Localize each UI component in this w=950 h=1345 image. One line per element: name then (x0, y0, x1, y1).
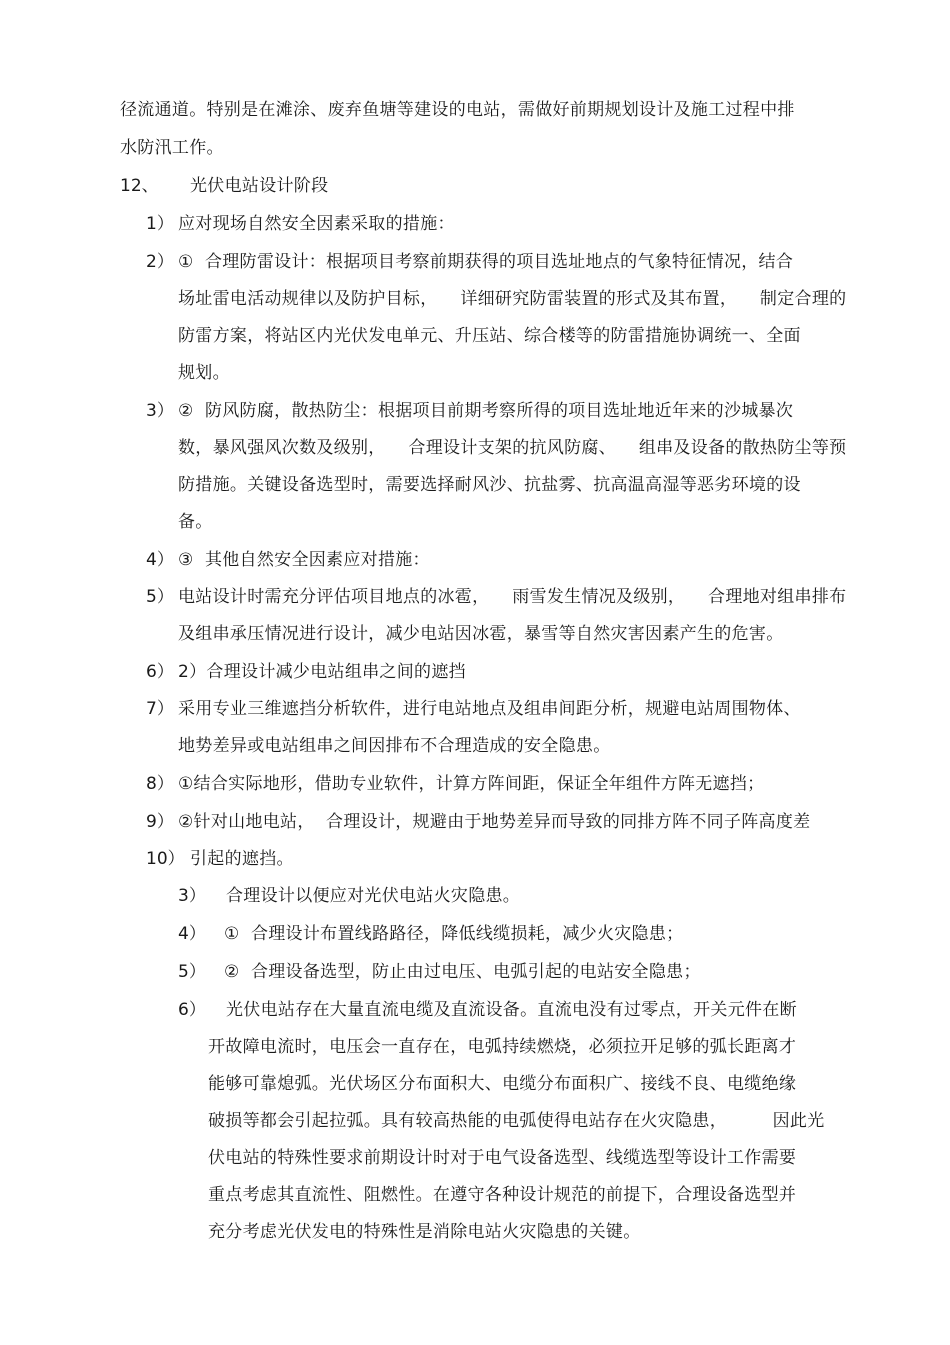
sub-item-line: 充分考虑光伏发电的特殊性是消除电站火灾隐患的关键。 (208, 1222, 641, 1242)
list-item-number: 5） (146, 587, 174, 607)
list-item-number: 7） (146, 699, 174, 719)
list-item-line: 防雷方案，将站区内光伏发电单元、升压站、综合楼等的防雷措施协调统一、全面 (178, 326, 801, 346)
intro-line-2: 水防汛工作。 (120, 138, 224, 158)
list-item-line: ① 合理防雷设计：根据项目考察前期获得的项目选址地点的气象特征情况，结合 (178, 252, 794, 272)
sub-item-line: 光伏电站存在大量直流电缆及直流设备。直流电没有过零点，开关元件在断 (226, 1000, 797, 1020)
list-item-number: 4） (146, 550, 174, 570)
sub-item-line: 合理设计以便应对光伏电站火灾隐患。 (226, 886, 521, 906)
list-item-line: 及组串承压情况进行设计，减少电站因冰雹，暴雪等自然灾害因素产生的危害。 (178, 624, 784, 644)
section-number: 12、 (120, 176, 159, 196)
sub-item-line: 开故障电流时，电压会一直存在，电弧持续燃烧，必须拉开足够的弧长距离才 (208, 1037, 797, 1057)
sub-item-number: 4） (178, 924, 206, 944)
list-item-number: 1） (146, 214, 174, 234)
list-item-line: 地势差异或电站组串之间因排布不合理造成的安全隐患。 (178, 736, 611, 756)
list-item-line: 2）合理设计减少电站组串之间的遮挡 (178, 662, 466, 682)
list-item-line: 采用专业三维遮挡分析软件，进行电站地点及组串间距分析，规避电站周围物体、 (178, 699, 801, 719)
list-item-line: 电站设计时需充分评估项目地点的冰雹， 雨雪发生情况及级别， 合理地对组串排布 (178, 587, 847, 607)
sub-item-number: 5） (178, 962, 206, 982)
list-item-line: 应对现场自然安全因素采取的措施： (178, 214, 455, 234)
sub-item-line: ① 合理设计布置线路路径，降低线缆损耗，减少火灾隐患； (224, 924, 684, 944)
list-item-line: 数，暴风强风次数及级别， 合理设计支架的抗风防腐、 组串及设备的散热防尘等预 (178, 438, 847, 458)
list-item-number: 9） (146, 812, 174, 832)
list-item-number: 8） (146, 774, 174, 794)
sub-item-line: 伏电站的特殊性要求前期设计时对于电气设备选型、线缆选型等设计工作需要 (208, 1148, 797, 1168)
list-item-line: 备。 (178, 512, 213, 532)
section-title: 光伏电站设计阶段 (190, 176, 329, 196)
list-item-number: 2） (146, 252, 174, 272)
list-item-line: ③ 其他自然安全因素应对措施： (178, 550, 430, 570)
list-item-number: 3） (146, 401, 174, 421)
sub-item-line: 能够可靠熄弧。光伏场区分布面积大、电缆分布面积广、接线不良、电缆绝缘 (208, 1074, 797, 1094)
sub-item-line: 破损等都会引起拉弧。具有较高热能的电弧使得电站存在火灾隐患， 因此光 (208, 1111, 825, 1131)
list-item-line: ② 防风防腐，散热防尘：根据项目前期考察所得的项目选址地近年来的沙城暴次 (178, 401, 794, 421)
list-item-line: 引起的遮挡。 (190, 849, 294, 869)
sub-item-number: 3） (178, 886, 206, 906)
list-item-line: ①结合实际地形，借助专业软件，计算方阵间距，保证全年组件方阵无遮挡； (178, 774, 765, 794)
list-item-number: 6） (146, 662, 174, 682)
sub-item-line: ② 合理设备选型，防止由过电压、电弧引起的电站安全隐患； (224, 962, 701, 982)
list-item-line: ②针对山地电站， 合理设计，规避由于地势差异而导致的同排方阵不同子阵高度差 (178, 812, 811, 832)
list-item-line: 规划。 (178, 363, 230, 383)
list-item-number: 10） (146, 849, 185, 869)
sub-item-number: 6） (178, 1000, 206, 1020)
intro-line-1: 径流通道。特别是在滩涂、废弃鱼塘等建设的电站，需做好前期规划设计及施工过程中排 (120, 100, 795, 120)
sub-item-line: 重点考虑其直流性、阻燃性。在遵守各种设计规范的前提下，合理设备选型并 (208, 1185, 797, 1205)
list-item-line: 防措施。关键设备选型时，需要选择耐风沙、抗盐雾、抗高温高湿等恶劣环境的设 (178, 475, 801, 495)
list-item-line: 场址雷电活动规律以及防护目标， 详细研究防雷装置的形式及其布置， 制定合理的 (178, 289, 847, 309)
